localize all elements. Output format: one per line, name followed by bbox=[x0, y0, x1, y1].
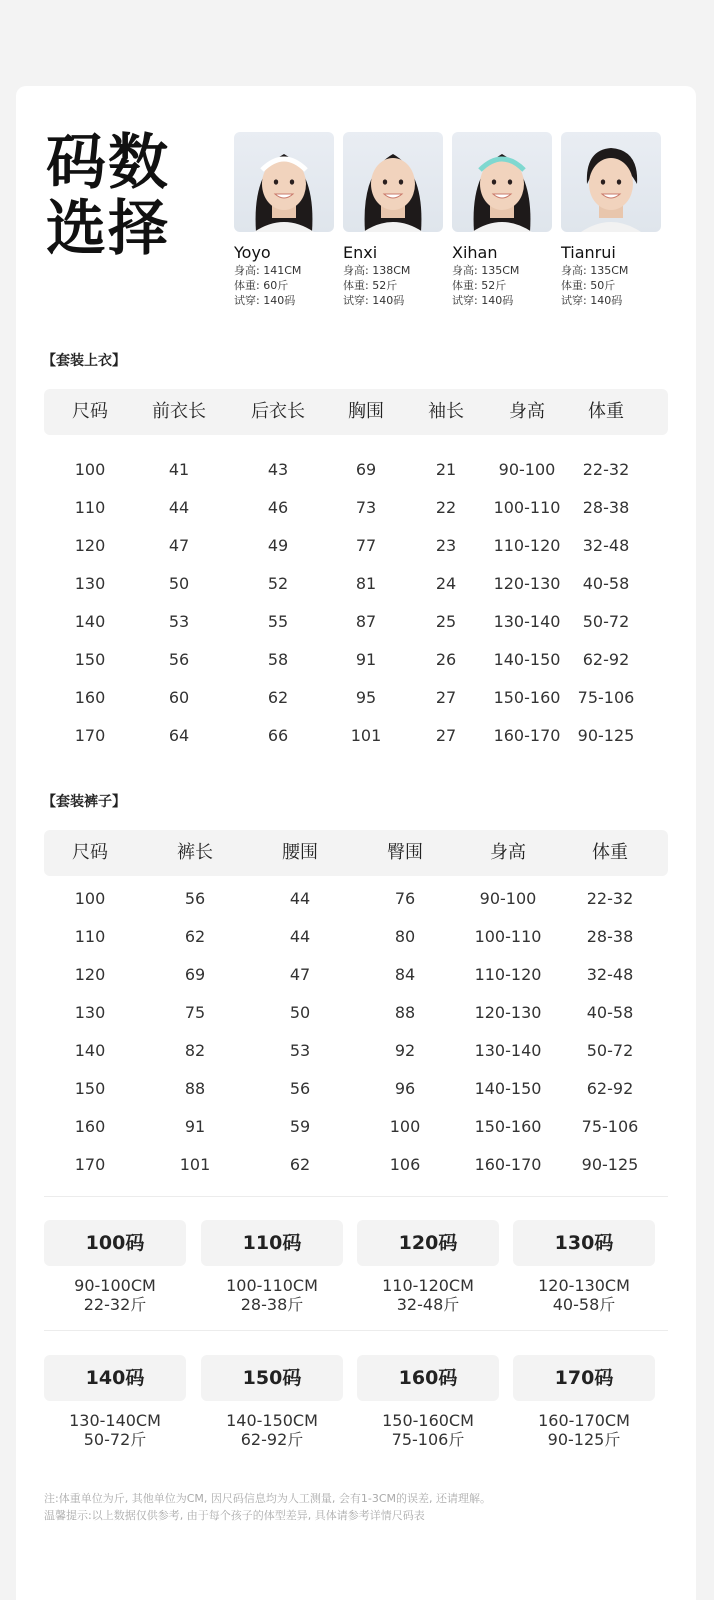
table-cell: 101 bbox=[350, 726, 382, 745]
table-cell: 24 bbox=[435, 574, 457, 593]
table-cell: 62 bbox=[289, 1155, 311, 1174]
table-cell: 120 bbox=[74, 965, 106, 984]
table-cell: 56 bbox=[168, 650, 190, 669]
table-cell: 140 bbox=[74, 1041, 106, 1060]
child-portrait-icon bbox=[343, 132, 443, 232]
footnotes bbox=[44, 1490, 491, 1524]
model-name: Tianrui bbox=[561, 243, 616, 262]
title-line-1: 码数 bbox=[46, 128, 170, 198]
table-row bbox=[44, 994, 668, 1032]
pants-section-label: 【套装裤子】 bbox=[42, 794, 126, 810]
page-title bbox=[46, 130, 186, 262]
table-cell: 75-106 bbox=[577, 688, 635, 707]
table-cell: 76 bbox=[394, 889, 416, 908]
table-row bbox=[44, 918, 668, 956]
table-cell: 90-125 bbox=[581, 1155, 639, 1174]
table-cell: 59 bbox=[289, 1117, 311, 1136]
table-cell: 64 bbox=[168, 726, 190, 745]
table-cell: 55 bbox=[267, 612, 289, 631]
size-card bbox=[357, 1355, 499, 1449]
table-cell: 53 bbox=[289, 1041, 311, 1060]
model-name: Yoyo bbox=[234, 243, 271, 262]
table-cell: 41 bbox=[168, 460, 190, 479]
model-height: 身高: 135CM bbox=[452, 264, 520, 277]
table-cell: 43 bbox=[267, 460, 289, 479]
size-height-range: 140-150CM bbox=[226, 1411, 318, 1430]
table-cell: 110 bbox=[74, 927, 106, 946]
table-cell: 130 bbox=[74, 1003, 106, 1022]
table-cell: 130-140 bbox=[493, 612, 561, 631]
table-cell: 50-72 bbox=[582, 612, 630, 631]
model-photo bbox=[561, 132, 661, 232]
model-trial-size: 试穿: 140码 bbox=[343, 294, 405, 307]
size-height-range: 110-120CM bbox=[382, 1276, 474, 1295]
table-row bbox=[44, 679, 668, 717]
table-cell: 100 bbox=[74, 889, 106, 908]
table-cell: 75-106 bbox=[581, 1117, 639, 1136]
table-cell: 130 bbox=[74, 574, 106, 593]
table-row bbox=[44, 451, 668, 489]
table-row bbox=[44, 1146, 668, 1184]
model-list bbox=[234, 132, 664, 322]
table-cell: 150 bbox=[74, 1079, 106, 1098]
size-label: 130码 bbox=[513, 1220, 655, 1266]
table-cell: 120-130 bbox=[474, 1003, 542, 1022]
table-cell: 58 bbox=[267, 650, 289, 669]
table-cell: 101 bbox=[179, 1155, 211, 1174]
column-header: 身高 bbox=[509, 401, 545, 422]
table-cell: 66 bbox=[267, 726, 289, 745]
size-height-range: 150-160CM bbox=[382, 1411, 474, 1430]
size-card bbox=[357, 1220, 499, 1314]
column-header: 胸围 bbox=[348, 401, 384, 422]
model-name: Enxi bbox=[343, 243, 378, 262]
size-label: 160码 bbox=[357, 1355, 499, 1401]
table-cell: 27 bbox=[435, 688, 457, 707]
table-cell: 90-125 bbox=[577, 726, 635, 745]
note-unit: 注:体重单位为斤, 其他单位为CM, 因尺码信息均为人工测量, 会有1-3CM的误差, 还请理解。 bbox=[44, 1492, 491, 1505]
table-cell: 40-58 bbox=[586, 1003, 634, 1022]
column-header: 裤长 bbox=[177, 842, 213, 863]
model-trial-size: 试穿: 140码 bbox=[561, 294, 623, 307]
size-height-range: 90-100CM bbox=[74, 1276, 156, 1295]
size-card bbox=[201, 1355, 343, 1449]
size-label: 100码 bbox=[44, 1220, 186, 1266]
child-portrait-icon bbox=[452, 132, 552, 232]
table-cell: 44 bbox=[168, 498, 190, 517]
table-cell: 62 bbox=[184, 927, 206, 946]
table-cell: 140 bbox=[74, 612, 106, 631]
table-cell: 160 bbox=[74, 688, 106, 707]
table-cell: 47 bbox=[168, 536, 190, 555]
table-cell: 84 bbox=[394, 965, 416, 984]
column-header: 腰围 bbox=[282, 842, 318, 863]
table-cell: 49 bbox=[267, 536, 289, 555]
table-cell: 69 bbox=[184, 965, 206, 984]
size-label: 140码 bbox=[44, 1355, 186, 1401]
model-0 bbox=[234, 132, 334, 308]
table-cell: 170 bbox=[74, 726, 106, 745]
table-cell: 106 bbox=[389, 1155, 421, 1174]
model-1 bbox=[343, 132, 443, 308]
table-cell: 50 bbox=[289, 1003, 311, 1022]
table-cell: 91 bbox=[355, 650, 377, 669]
table-cell: 87 bbox=[355, 612, 377, 631]
table-row bbox=[44, 1070, 668, 1108]
table-cell: 40-58 bbox=[582, 574, 630, 593]
model-name: Xihan bbox=[452, 243, 498, 262]
table-cell: 56 bbox=[289, 1079, 311, 1098]
size-weight-range: 50-72斤 bbox=[83, 1430, 147, 1449]
table-cell: 110-120 bbox=[493, 536, 561, 555]
divider bbox=[44, 1196, 668, 1197]
note-tip: 温馨提示:以上数据仅供参考, 由于每个孩子的体型差异, 具体请参考详情尺码表 bbox=[44, 1509, 425, 1522]
model-photo bbox=[343, 132, 443, 232]
size-height-range: 120-130CM bbox=[538, 1276, 630, 1295]
size-card bbox=[44, 1355, 186, 1449]
table-cell: 92 bbox=[394, 1041, 416, 1060]
table-row bbox=[44, 880, 668, 918]
size-height-range: 160-170CM bbox=[538, 1411, 630, 1430]
size-label: 120码 bbox=[357, 1220, 499, 1266]
size-weight-range: 28-38斤 bbox=[240, 1295, 304, 1314]
table-cell: 160-170 bbox=[493, 726, 561, 745]
model-photo bbox=[452, 132, 552, 232]
table-cell: 60 bbox=[168, 688, 190, 707]
table-cell: 160-170 bbox=[474, 1155, 542, 1174]
table-row bbox=[44, 603, 668, 641]
size-label: 110码 bbox=[201, 1220, 343, 1266]
size-guide-card bbox=[16, 86, 696, 1600]
model-3 bbox=[561, 132, 661, 308]
table-cell: 22 bbox=[435, 498, 457, 517]
table-cell: 100-110 bbox=[474, 927, 542, 946]
table-row bbox=[44, 565, 668, 603]
size-weight-range: 75-106斤 bbox=[391, 1430, 465, 1449]
size-weight-range: 32-48斤 bbox=[396, 1295, 460, 1314]
table-cell: 27 bbox=[435, 726, 457, 745]
table-cell: 91 bbox=[184, 1117, 206, 1136]
table-cell: 150-160 bbox=[493, 688, 561, 707]
table-cell: 50-72 bbox=[586, 1041, 634, 1060]
table-row bbox=[44, 641, 668, 679]
model-photo bbox=[234, 132, 334, 232]
model-weight: 体重: 52斤 bbox=[452, 279, 507, 292]
divider bbox=[44, 1330, 668, 1331]
table-cell: 44 bbox=[289, 927, 311, 946]
size-label: 150码 bbox=[201, 1355, 343, 1401]
table-cell: 32-48 bbox=[582, 536, 630, 555]
model-weight: 体重: 50斤 bbox=[561, 279, 616, 292]
table-cell: 26 bbox=[435, 650, 457, 669]
table-cell: 150 bbox=[74, 650, 106, 669]
column-header: 体重 bbox=[592, 842, 628, 863]
child-portrait-icon bbox=[234, 132, 334, 232]
child-portrait-icon bbox=[561, 132, 661, 232]
table-cell: 95 bbox=[355, 688, 377, 707]
model-2 bbox=[452, 132, 552, 308]
table-cell: 69 bbox=[355, 460, 377, 479]
table-cell: 56 bbox=[184, 889, 206, 908]
table-cell: 90-100 bbox=[479, 889, 537, 908]
size-weight-range: 40-58斤 bbox=[552, 1295, 616, 1314]
pants-size-table bbox=[44, 830, 668, 1180]
table-cell: 88 bbox=[184, 1079, 206, 1098]
top-size-table bbox=[44, 389, 668, 759]
table-cell: 110-120 bbox=[474, 965, 542, 984]
table-cell: 82 bbox=[184, 1041, 206, 1060]
size-weight-range: 90-125斤 bbox=[547, 1430, 621, 1449]
column-header: 身高 bbox=[490, 842, 526, 863]
table-cell: 52 bbox=[267, 574, 289, 593]
size-height-range: 100-110CM bbox=[226, 1276, 318, 1295]
table-cell: 88 bbox=[394, 1003, 416, 1022]
table-row bbox=[44, 489, 668, 527]
table-cell: 96 bbox=[394, 1079, 416, 1098]
table-cell: 75 bbox=[184, 1003, 206, 1022]
size-label: 170码 bbox=[513, 1355, 655, 1401]
table-cell: 23 bbox=[435, 536, 457, 555]
table-cell: 81 bbox=[355, 574, 377, 593]
size-weight-range: 22-32斤 bbox=[83, 1295, 147, 1314]
table-cell: 73 bbox=[355, 498, 377, 517]
size-card bbox=[44, 1220, 186, 1314]
table-cell: 25 bbox=[435, 612, 457, 631]
table-cell: 150-160 bbox=[474, 1117, 542, 1136]
table-cell: 62-92 bbox=[582, 650, 630, 669]
column-header: 后衣长 bbox=[251, 401, 305, 422]
model-height: 身高: 135CM bbox=[561, 264, 629, 277]
table-cell: 110 bbox=[74, 498, 106, 517]
table-cell: 50 bbox=[168, 574, 190, 593]
model-trial-size: 试穿: 140码 bbox=[452, 294, 514, 307]
table-cell: 120 bbox=[74, 536, 106, 555]
column-header: 臀围 bbox=[387, 842, 423, 863]
table-cell: 160 bbox=[74, 1117, 106, 1136]
table-cell: 100 bbox=[74, 460, 106, 479]
table-cell: 140-150 bbox=[493, 650, 561, 669]
table-cell: 62-92 bbox=[586, 1079, 634, 1098]
size-card bbox=[201, 1220, 343, 1314]
model-height: 身高: 141CM bbox=[234, 264, 302, 277]
table-row bbox=[44, 527, 668, 565]
top-section-label: 【套装上衣】 bbox=[42, 353, 126, 369]
table-cell: 80 bbox=[394, 927, 416, 946]
table-cell: 47 bbox=[289, 965, 311, 984]
column-header: 体重 bbox=[588, 401, 624, 422]
column-header: 袖长 bbox=[428, 401, 464, 422]
table-cell: 46 bbox=[267, 498, 289, 517]
column-header: 前衣长 bbox=[152, 401, 206, 422]
table-cell: 28-38 bbox=[586, 927, 634, 946]
column-header: 尺码 bbox=[72, 842, 108, 863]
table-cell: 21 bbox=[435, 460, 457, 479]
table-cell: 140-150 bbox=[474, 1079, 542, 1098]
size-height-range: 130-140CM bbox=[69, 1411, 161, 1430]
table-cell: 100 bbox=[389, 1117, 421, 1136]
model-trial-size: 试穿: 140码 bbox=[234, 294, 296, 307]
table-row bbox=[44, 1032, 668, 1070]
table-cell: 62 bbox=[267, 688, 289, 707]
table-header bbox=[44, 389, 668, 435]
table-row bbox=[44, 717, 668, 755]
size-card bbox=[513, 1355, 655, 1449]
model-weight: 体重: 60斤 bbox=[234, 279, 289, 292]
table-row bbox=[44, 1108, 668, 1146]
table-cell: 77 bbox=[355, 536, 377, 555]
table-cell: 28-38 bbox=[582, 498, 630, 517]
table-header bbox=[44, 830, 668, 876]
title-line-2: 选择 bbox=[46, 194, 170, 264]
table-cell: 100-110 bbox=[493, 498, 561, 517]
table-row bbox=[44, 956, 668, 994]
column-header: 尺码 bbox=[72, 401, 108, 422]
table-cell: 53 bbox=[168, 612, 190, 631]
table-cell: 130-140 bbox=[474, 1041, 542, 1060]
table-cell: 120-130 bbox=[493, 574, 561, 593]
size-card bbox=[513, 1220, 655, 1314]
table-cell: 22-32 bbox=[586, 889, 634, 908]
table-cell: 170 bbox=[74, 1155, 106, 1174]
table-cell: 44 bbox=[289, 889, 311, 908]
size-weight-range: 62-92斤 bbox=[240, 1430, 304, 1449]
table-cell: 22-32 bbox=[582, 460, 630, 479]
model-height: 身高: 138CM bbox=[343, 264, 411, 277]
table-cell: 90-100 bbox=[498, 460, 556, 479]
model-weight: 体重: 52斤 bbox=[343, 279, 398, 292]
table-cell: 32-48 bbox=[586, 965, 634, 984]
